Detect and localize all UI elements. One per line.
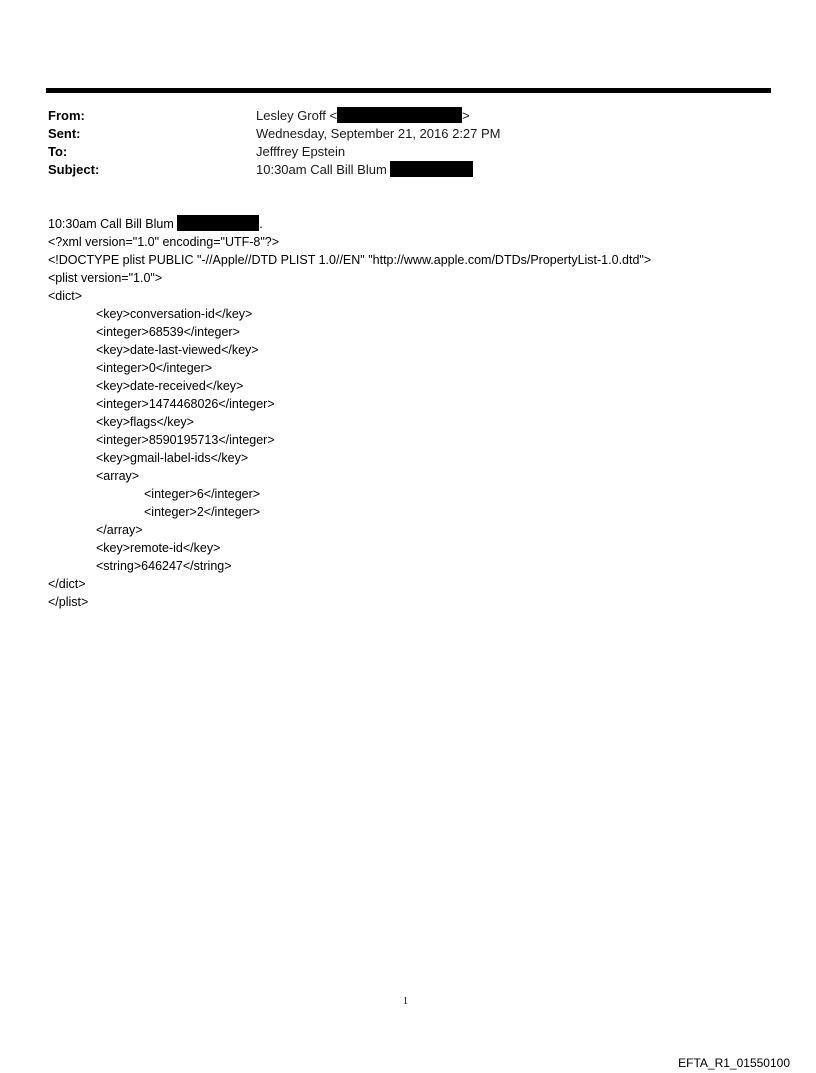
- plist-line: <integer>0</integer>: [96, 361, 213, 375]
- plist-line: <integer>68539</integer>: [96, 325, 240, 339]
- from-label: From:: [48, 108, 85, 123]
- plist-line: <integer>2</integer>: [144, 505, 261, 519]
- plist-line: <integer>6</integer>: [144, 487, 261, 501]
- plist-line: <integer>1474468026</integer>: [96, 397, 275, 411]
- dict-close: </dict>: [48, 577, 86, 591]
- sender-name: Lesley Groff <: [256, 108, 338, 123]
- subject-value: [256, 161, 473, 179]
- redaction-box: [390, 161, 473, 177]
- plist-close: </plist>: [48, 595, 89, 609]
- to-value: Jefffrey Epstein: [256, 144, 346, 159]
- plist-line: <integer>8590195713</integer>: [96, 433, 275, 447]
- from-value: [256, 107, 470, 125]
- plist-line: <string>646247</string>: [96, 559, 232, 573]
- plist-line: <key>date-received</key>: [96, 379, 244, 393]
- xml-declaration: <?xml version="1.0" encoding="UTF-8"?>: [48, 235, 280, 249]
- document-id: EFTA_R1_01550100: [678, 1056, 790, 1070]
- body-first-line-period: .: [259, 217, 263, 231]
- email-close-bracket: >: [462, 108, 470, 123]
- doctype-line: <!DOCTYPE plist PUBLIC "-//Apple//DTD PLIST 1.0//EN" "http://www.apple.com/DTDs/PropertyList-1.0.dtd">: [48, 253, 652, 267]
- plist-line: <key>conversation-id</key>: [96, 307, 253, 321]
- body-first-line: [48, 215, 651, 233]
- plist-line: <key>remote-id</key>: [96, 541, 221, 555]
- subject-text: 10:30am Call Bill Blum: [256, 162, 387, 177]
- plist-line: <key>flags</key>: [96, 415, 194, 429]
- plist-line: <key>date-last-viewed</key>: [96, 343, 259, 357]
- redaction-box: [177, 215, 259, 231]
- header-rule: [46, 88, 771, 93]
- message-body: [48, 215, 651, 611]
- subject-label: Subject:: [48, 162, 100, 177]
- sent-value: Wednesday, September 21, 2016 2:27 PM: [256, 126, 501, 141]
- dict-open: <dict>: [48, 289, 83, 303]
- plist-line: <key>gmail-label-ids</key>: [96, 451, 249, 465]
- redaction-box: [337, 107, 462, 123]
- plist-open: <plist version="1.0">: [48, 271, 163, 285]
- sent-label: Sent:: [48, 126, 81, 141]
- plist-line: </array>: [96, 523, 143, 537]
- plist-line: <array>: [96, 469, 140, 483]
- body-first-line-text: 10:30am Call Bill Blum: [48, 217, 174, 231]
- to-label: To:: [48, 144, 68, 159]
- page-number: 1: [403, 996, 408, 1007]
